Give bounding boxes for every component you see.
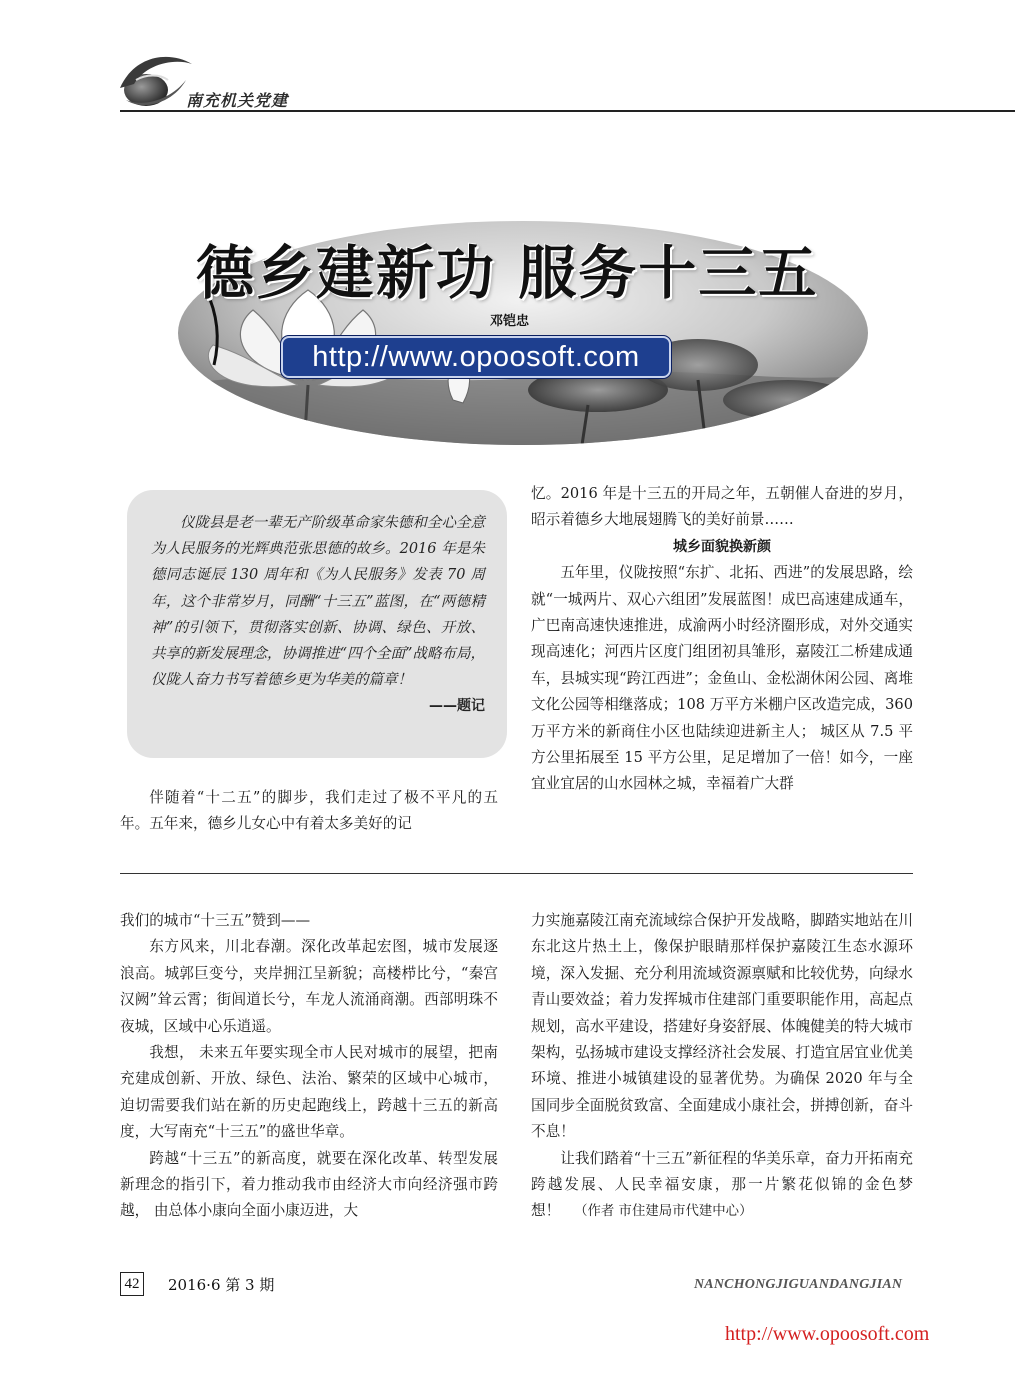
header-divider (120, 110, 1015, 112)
upper-right-column (531, 481, 913, 798)
article-title: 德乡建新功 服务十三五 (196, 239, 819, 307)
footer-watermark-url: http://www.opoosoft.com (725, 1323, 930, 1345)
issue-date: 2016·6 第 3 期 (168, 1276, 275, 1294)
body-paragraph: 力实施嘉陵江南充流域综合保护开发战略，脚踏实地站在川东北这片热土上，像保护眼睛那样保护嘉陵江生态水源环境，深入发掘、充分利用流域资源禀赋和比较优势，向绿水青山要效益；着力发挥城市住建部门重要职能作用，高起点规划，高水平建设，搭建好身姿舒展、体魄健美的特大城市架构，弘扬城市建设支撑经济社会发展、打造宜居宜业优美环境、推进小城镇建设的显著优势。为确保 2020 年与全国同步全面脱贫致富、全面建成小康社会，拼搏创新，奋斗不息！ (531, 912, 913, 1141)
foreword-signature: ——题记 (429, 698, 485, 715)
body-paragraph: 我想， 未来五年要实现全市人民对城市的展望，把南充建成创新、开放、绿色、法治、繁荣的区域中心城市， 迫切需要我们站在新的历史起跑线上，跨越十三五的新高度，大写南充“十三五”的盛世华章。 (120, 1044, 498, 1141)
body-paragraph (531, 1146, 913, 1226)
body-paragraph: 东方风来，川北春潮。深化改革起宏图，城市发展逐浪高。城郭巨变兮，夹岸拥江呈新貌；高楼栉比兮，“秦宫汉阙”耸云霄；街闾道长兮，车龙人流涌商潮。西部明珠不夜城，区域中心乐逍遥。 (120, 938, 498, 1035)
swoosh-globe-logo-icon (116, 50, 196, 110)
upper-left-column (120, 785, 498, 838)
body-paragraph: 我们的城市“十三五”赞到—— (120, 912, 311, 929)
body-paragraph: 伴随着“十二五”的脚步，我们走过了极不平凡的五年。五年来，德乡儿女心中有着太多美好的记 (120, 789, 498, 833)
author-byline: （作者 市住建局市代建中心） (574, 1204, 753, 1220)
closing-text: 让我们踏着“十三五”新征程的华美乐章，奋力开拓南充跨越发展、人民幸福安康，那一片繁花似锦的金色梦想！ (531, 1149, 913, 1220)
page-number: 42 (120, 1272, 144, 1296)
foreword-box (127, 490, 507, 758)
publication-name: NANCHONGJIGUANDANGJIAN (694, 1277, 903, 1292)
section-divider (120, 873, 913, 874)
body-paragraph: 五年里，仪陇按照“东扩、北拓、西进”的发展思路，绘就“一城两片、双心六组团”发展蓝图！成巴高速建成通车，广巴南高速快速推进，成渝两小时经济圈形成，对外交通实现高速化；河西片区度门组团初具雏形，嘉陵江二桥建成通车，县城实现“跨江西进”；金鱼山、金松湖休闲公园、离堆文化公园等相继落成；108 万平方米棚户区改造完成，360 万平方米的新商住小区也陆续迎进新主人； 城区从 7.5 平方公里拓展至 15 平方公里，足足增加了一倍！如今，一座宜业宜居的山水园林之城，幸福着广大群 (531, 564, 913, 793)
section-heading: 城乡面貌换新颜 (673, 538, 771, 555)
watermark-banner: http://www.opoosoft.com (281, 336, 671, 378)
lower-right-column (531, 908, 913, 1226)
body-paragraph: 跨越“十三五”的新高度，就要在深化改革、转型发展新理念的指引下，着力推动我市由经济大市向经济强市跨越， 由总体小康向全面小康迈进，大 (120, 1149, 498, 1220)
body-paragraph: 忆。2016 年是十三五的开局之年，五朝催人奋进的岁月，昭示着德乡大地展翅腾飞的美好前景…… (531, 485, 913, 529)
header-title: 南充机关党建 (186, 91, 289, 110)
article-author: 邓铠忠 (490, 314, 530, 329)
lower-left-column (120, 908, 498, 1225)
foreword-text: 仪陇县是老一辈无产阶级革命家朱德和全心全意为人民服务的光辉典范张思德的故乡。2016 年是朱德同志诞辰 130 周年和《为人民服务》发表 70 周年，这个非常岁月，同酬“十三五”蓝图，在“两德精神”的引领下，贯彻落实创新、协调、绿色、开放、共享的新发展理念，协调推进“四个全面”战略布局，仪陇人奋力书写着德乡更为华美的篇章！ (151, 515, 485, 689)
